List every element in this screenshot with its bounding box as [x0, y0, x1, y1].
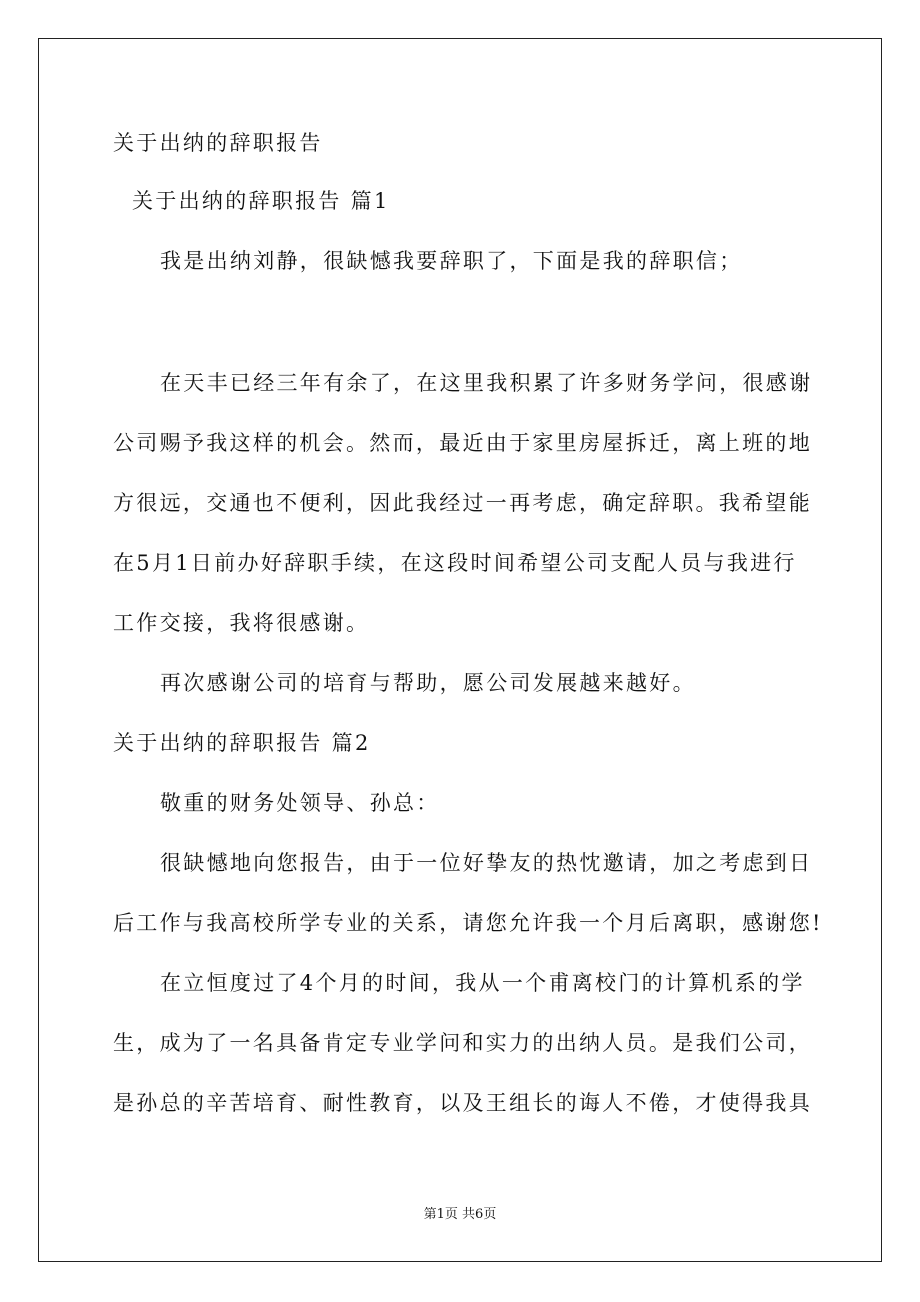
salutation: 敬重的财务处领导、孙总： [160, 791, 440, 815]
paragraph-line: 公司赐予我这样的机会。然而，最近由于家里房屋拆迁，离上班的地 [113, 431, 812, 455]
page-border [38, 38, 882, 1262]
paragraph-line: 我是出纳刘静，很缺憾我要辞职了，下面是我的辞职信； [160, 249, 743, 273]
page-footer: 第1页 共6页 [423, 1207, 497, 1222]
paragraph-line: 在立恒度过了4个月的时间，我从一个甫离校门的计算机系的学 [160, 971, 805, 995]
section-heading-2: 关于出纳的辞职报告 篇2 [113, 731, 371, 755]
paragraph-line: 工作交接，我将很感谢。 [113, 611, 370, 635]
paragraph-line: 方很远，交通也不便利，因此我经过一再考虑，确定辞职。我希望能 [113, 491, 812, 515]
paragraph-line: 后工作与我高校所学专业的关系，请您允许我一个月后离职，感谢您! [113, 911, 823, 935]
paragraph-line: 生，成为了一名具备肯定专业学问和实力的出纳人员。是我们公司， [113, 1031, 812, 1055]
paragraph-line: 是孙总的辛苦培育、耐性教育，以及王组长的诲人不倦，才使得我具 [113, 1091, 812, 1115]
paragraph-line: 很缺憾地向您报告，由于一位好挚友的热忱邀请，加之考虑到日 [160, 851, 813, 875]
document-title: 关于出纳的辞职报告 [113, 131, 323, 155]
paragraph-line: 再次感谢公司的培育与帮助，愿公司发展越来越好。 [160, 671, 696, 695]
section-heading-1: 关于出纳的辞职报告 篇1 [132, 189, 390, 213]
paragraph-line: 在天丰已经三年有余了，在这里我积累了许多财务学问，很感谢 [160, 371, 813, 395]
paragraph-line: 在5月1日前办好辞职手续，在这段时间希望公司支配人员与我进行 [113, 551, 797, 575]
